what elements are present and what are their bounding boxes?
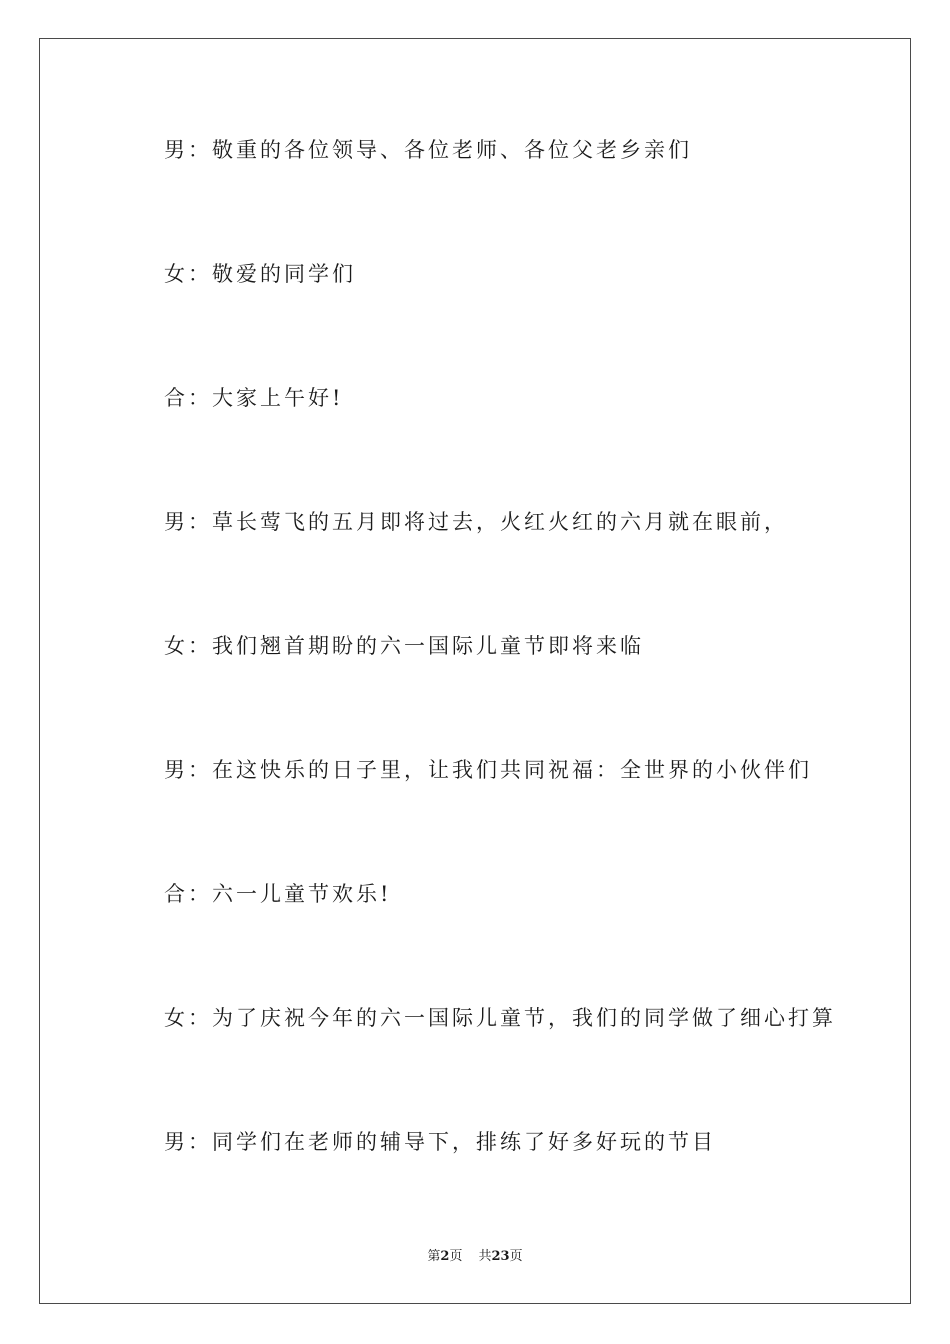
dialogue-line-4: 男：草长莺飞的五月即将过去，火红火红的六月就在眼前， — [164, 510, 788, 534]
footer-page-prefix: 第 — [427, 1249, 441, 1264]
footer-page-suffix: 页 — [449, 1249, 463, 1264]
dialogue-line-5: 女：我们翘首期盼的六一国际儿童节即将来临 — [164, 634, 644, 658]
dialogue-line-9: 男：同学们在老师的辅导下，排练了好多好玩的节目 — [164, 1130, 716, 1154]
footer-total-prefix: 共 — [478, 1249, 492, 1264]
dialogue-line-2: 女：敬爱的同学们 — [164, 262, 356, 286]
footer-page-number: 2 — [440, 1249, 450, 1264]
dialogue-line-6: 男：在这快乐的日子里，让我们共同祝福：全世界的小伙伴们 — [164, 758, 812, 782]
dialogue-line-1: 男：敬重的各位领导、各位老师、各位父老乡亲们 — [164, 138, 692, 162]
footer-total-suffix: 页 — [509, 1249, 523, 1264]
page-footer — [0, 1248, 950, 1266]
page-border — [39, 38, 911, 1304]
footer-total-pages: 23 — [491, 1249, 510, 1264]
dialogue-line-7: 合：六一儿童节欢乐! — [164, 882, 392, 906]
dialogue-line-8: 女：为了庆祝今年的六一国际儿童节，我们的同学做了细心打算 — [164, 1006, 836, 1030]
dialogue-line-3: 合：大家上午好! — [164, 386, 344, 410]
